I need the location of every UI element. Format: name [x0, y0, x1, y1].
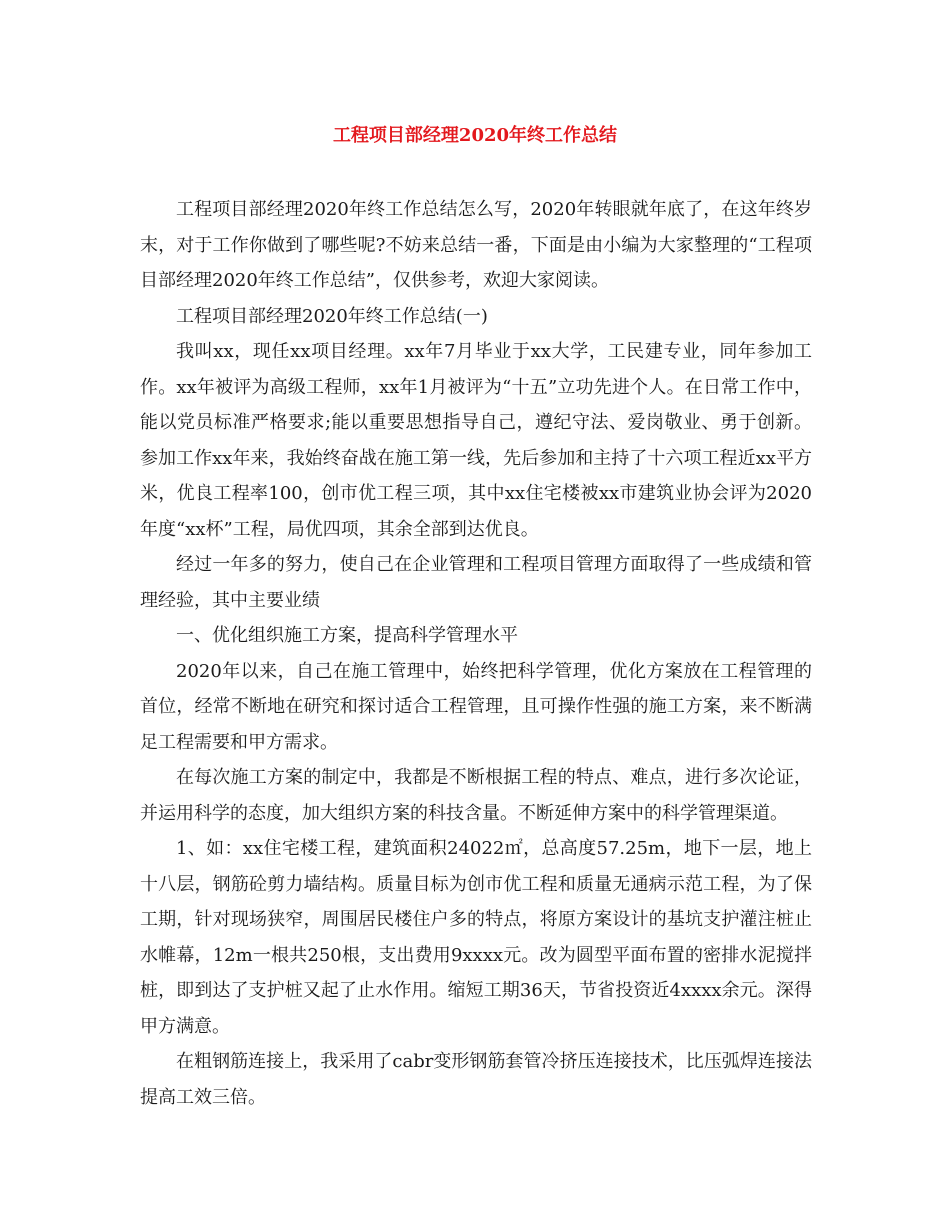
paragraph-plan-formulation: 在每次施工方案的制定中，我都是不断根据工程的特点、难点，进行多次论证，并运用科学的态度，加大组织方案的科技含量。不断延伸方案中的科学管理渠道。: [140, 767, 812, 824]
paragraph-example-one: 1、如：xx住宅楼工程，建筑面积24022㎡，总高度57.25m，地下一层，地上十八层，钢筋砼剪力墙结构。质量目标为创市优工程和质量无通病示范工程，为了保工期，针对现场狭窄，周围居民楼住户多的特点，将原方案设计的基坑支护灌注桩止水帷幕，12m一根共250根，支出费用9xxxx元。改为圆型平面布置的密排水泥搅拌桩，即到达了支护桩又起了止水作用。缩短工期36天，节省投资近4xxxx余元。深得甲方满意。: [140, 838, 812, 1037]
paragraph-rebar-connection: 在粗钢筋连接上，我采用了cabr变形钢筋套管冷挤压连接技术，比压弧焊连接法提高工效三倍。: [140, 1051, 812, 1108]
paragraph-achievements-lead: 经过一年多的努力，使自己在企业管理和工程项目管理方面取得了一些成绩和管理经验，其中主要业绩: [140, 554, 812, 611]
paragraph-management-approach: 2020年以来，自己在施工管理中，始终把科学管理，优化方案放在工程管理的首位，经常不断地在研究和探讨适合工程管理，且可操作性强的施工方案，来不断满足工程需要和甲方需求。: [140, 660, 812, 753]
paragraph-section-heading: 工程项目部经理2020年终工作总结(一): [176, 305, 488, 327]
paragraph-heading-one: 一、优化组织施工方案，提高科学管理水平: [176, 625, 518, 646]
paragraph-intro: 工程项目部经理2020年终工作总结怎么写，2020年转眼就年底了，在这年终岁末，对于工作你做到了哪些呢?不妨来总结一番，下面是由小编为大家整理的“工程项目部经理2020年终工作总结”，仅供参考，欢迎大家阅读。: [140, 199, 812, 291]
document-body: [140, 192, 812, 1115]
paragraph-self-introduction: 我叫xx，现任xx项目经理。xx年7月毕业于xx大学，工民建专业，同年参加工作。xx年被评为高级工程师，xx年1月被评为“十五”立功先进个人。在日常工作中，能以党员标准严格要求;能以重要思想指导自己，遵纪守法、爱岗敬业、勇于创新。参加工作xx年来，我始终奋战在施工第一线，先后参加和主持了十六项工程近xx平方米，优良工程率100，创市优工程三项，其中xx住宅楼被xx市建筑业协会评为2020年度“xx杯”工程，局优四项，其余全部到达优良。: [140, 341, 812, 540]
document-title: 工程项目部经理2020年终工作总结: [332, 125, 618, 146]
